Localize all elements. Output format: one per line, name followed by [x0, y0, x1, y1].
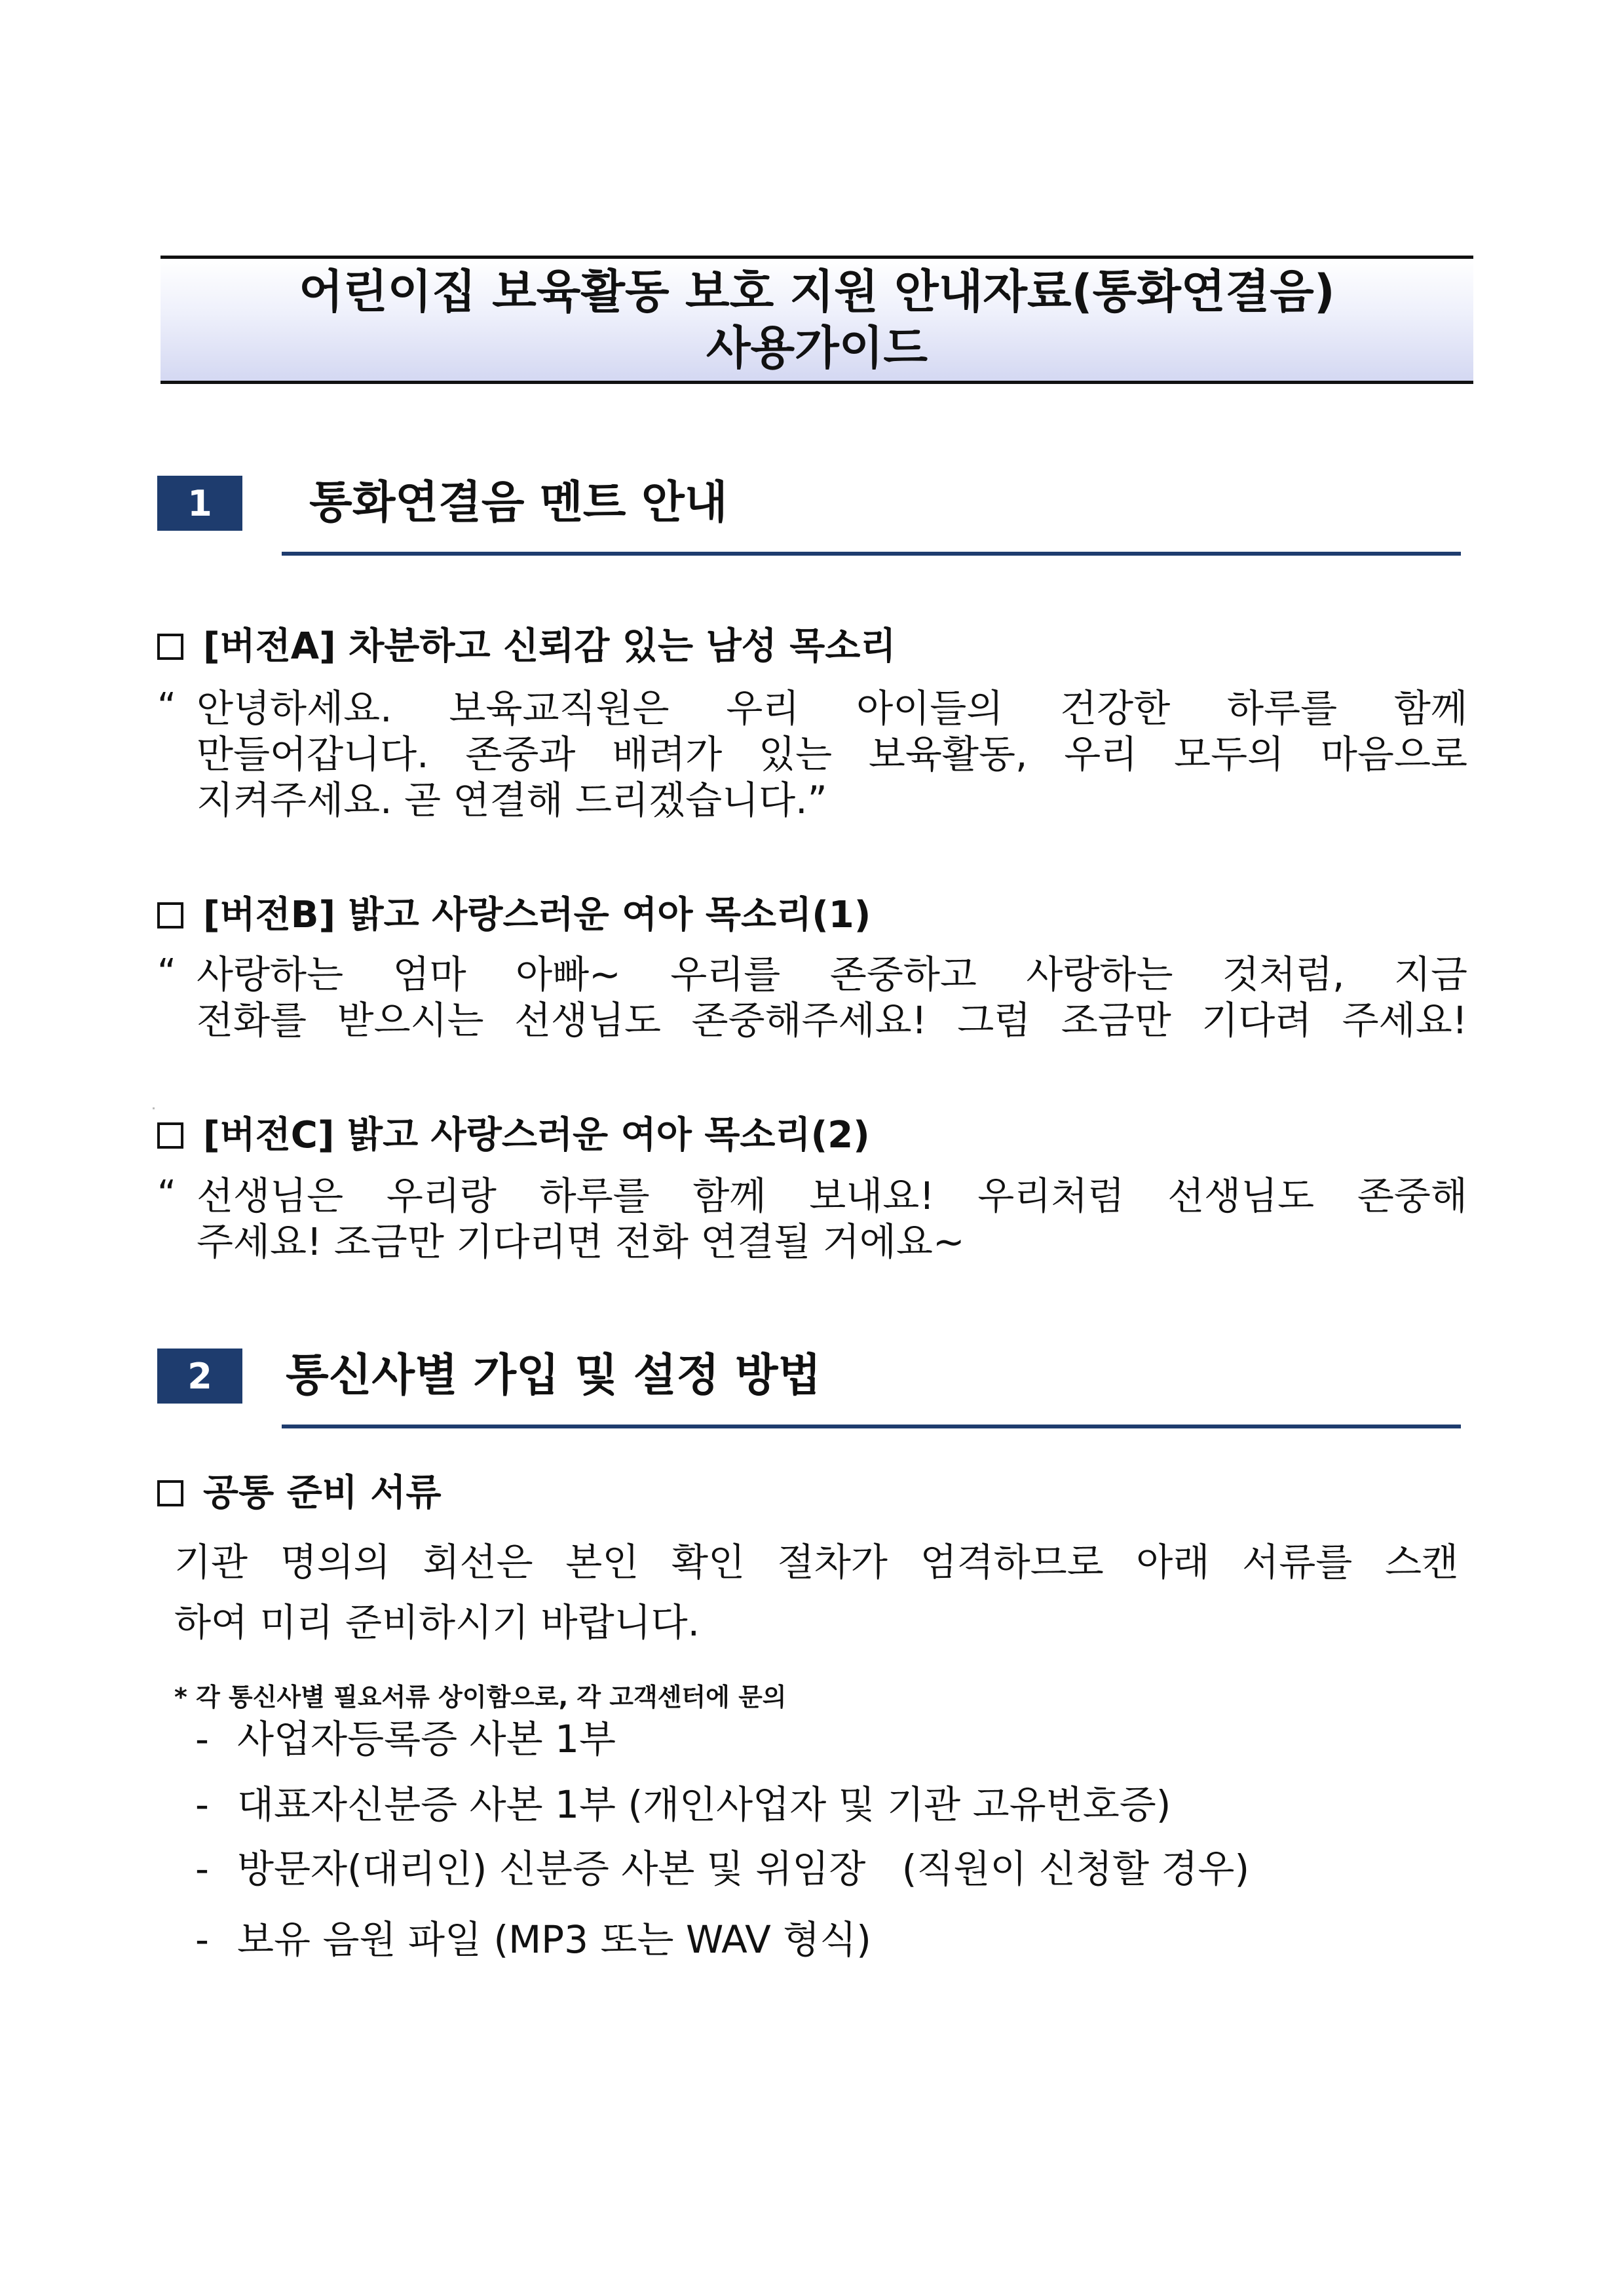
quote-line: 선생님은 우리랑 하루를 함께 보내요! 우리처럼 선생님도 존중해 — [197, 1174, 1467, 1218]
quote-mark: “ — [157, 1173, 177, 1215]
section-1-title: 통화연결음 멘트 안내 — [309, 477, 728, 529]
common-documents-heading — [157, 1470, 442, 1516]
version-a-heading-text: [버전A] 차분하고 신뢰감 있는 남성 목소리 — [203, 625, 896, 668]
documents-paragraph — [174, 1532, 1458, 1653]
section-1-header — [157, 476, 1467, 574]
quote-mark: “ — [157, 951, 177, 994]
list-item — [195, 1843, 1249, 1895]
document-title-box — [161, 256, 1473, 384]
quote-line: 만들어갑니다. 존중과 배려가 있는 보육활동, 우리 모두의 마음으로 — [197, 732, 1467, 776]
dash-bullet: - — [195, 1717, 209, 1761]
list-item — [195, 1713, 616, 1765]
version-b-quote — [157, 951, 1467, 1043]
documents-note: * 각 통신사별 필요서류 상이함으로, 각 고객센터에 문의 — [174, 1683, 787, 1712]
section-2-header — [157, 1349, 1467, 1447]
version-c-quote — [157, 1173, 1467, 1265]
document-subtitle: 사용가이드 — [706, 321, 928, 375]
list-item-text: 사업자등록증 사본 1부 — [237, 1717, 616, 1761]
dash-bullet: - — [195, 1846, 209, 1891]
quote-line: 안녕하세요. 보육교직원은 우리 아이들의 건강한 하루를 함께 — [197, 686, 1467, 731]
quote-line: 주세요! 조금만 기다리면 전화 연결될 거에요~ — [197, 1219, 965, 1264]
quote-line: 전화를 받으시는 선생님도 존중해주세요! 그럼 조금만 기다려 주세요! — [197, 998, 1467, 1043]
version-a-quote — [157, 685, 1467, 823]
list-item-text: 보유 음원 파일 (MP3 또는 WAV 형식) — [237, 1917, 871, 1962]
section-1-number: 1 — [157, 476, 242, 531]
version-a-heading — [157, 624, 896, 670]
section-2-rule — [282, 1425, 1461, 1428]
version-c-heading — [157, 1113, 870, 1158]
paragraph-line: 기관 명의의 회선은 본인 확인 절차가 엄격하므로 아래 서류를 스캔 — [174, 1540, 1458, 1584]
quote-mark: “ — [157, 685, 177, 728]
list-item-text: 대표자신분증 사본 1부 (개인사업자 및 기관 고유번호증) — [237, 1782, 1171, 1827]
paragraph-line: 하여 미리 준비하시기 바랍니다. — [174, 1600, 700, 1645]
checkbox-icon — [157, 902, 183, 928]
list-item-text: 방문자(대리인) 신분증 사본 및 위임장 (직원이 신청할 경우) — [237, 1846, 1250, 1891]
common-documents-heading-text: 공통 준비 서류 — [203, 1472, 442, 1514]
quote-line: 사랑하는 엄마 아빠~ 우리를 존중하고 사랑하는 것처럼, 지금 — [197, 952, 1467, 997]
document-title: 어린이집 보육활동 보호 지원 안내자료(통화연결음) — [299, 265, 1335, 318]
section-2-title: 통신사별 가입 및 설정 방법 — [286, 1350, 821, 1402]
version-b-heading — [157, 892, 871, 938]
version-c-heading-text: [버전C] 밝고 사랑스러운 여아 목소리(2) — [203, 1114, 870, 1157]
checkbox-icon — [157, 1480, 183, 1506]
list-item — [195, 1913, 871, 1966]
checkbox-icon — [157, 634, 183, 660]
dash-bullet: - — [195, 1782, 209, 1827]
section-1-rule — [282, 552, 1461, 556]
section-2-number: 2 — [157, 1349, 242, 1404]
dash-bullet: - — [195, 1917, 209, 1962]
stray-mark — [153, 1107, 155, 1109]
version-b-heading-text: [버전B] 밝고 사랑스러운 여아 목소리(1) — [203, 894, 871, 936]
quote-line: 지켜주세요. 곧 연결해 드리겠습니다.” — [197, 778, 827, 822]
checkbox-icon — [157, 1122, 183, 1149]
list-item — [195, 1778, 1171, 1831]
